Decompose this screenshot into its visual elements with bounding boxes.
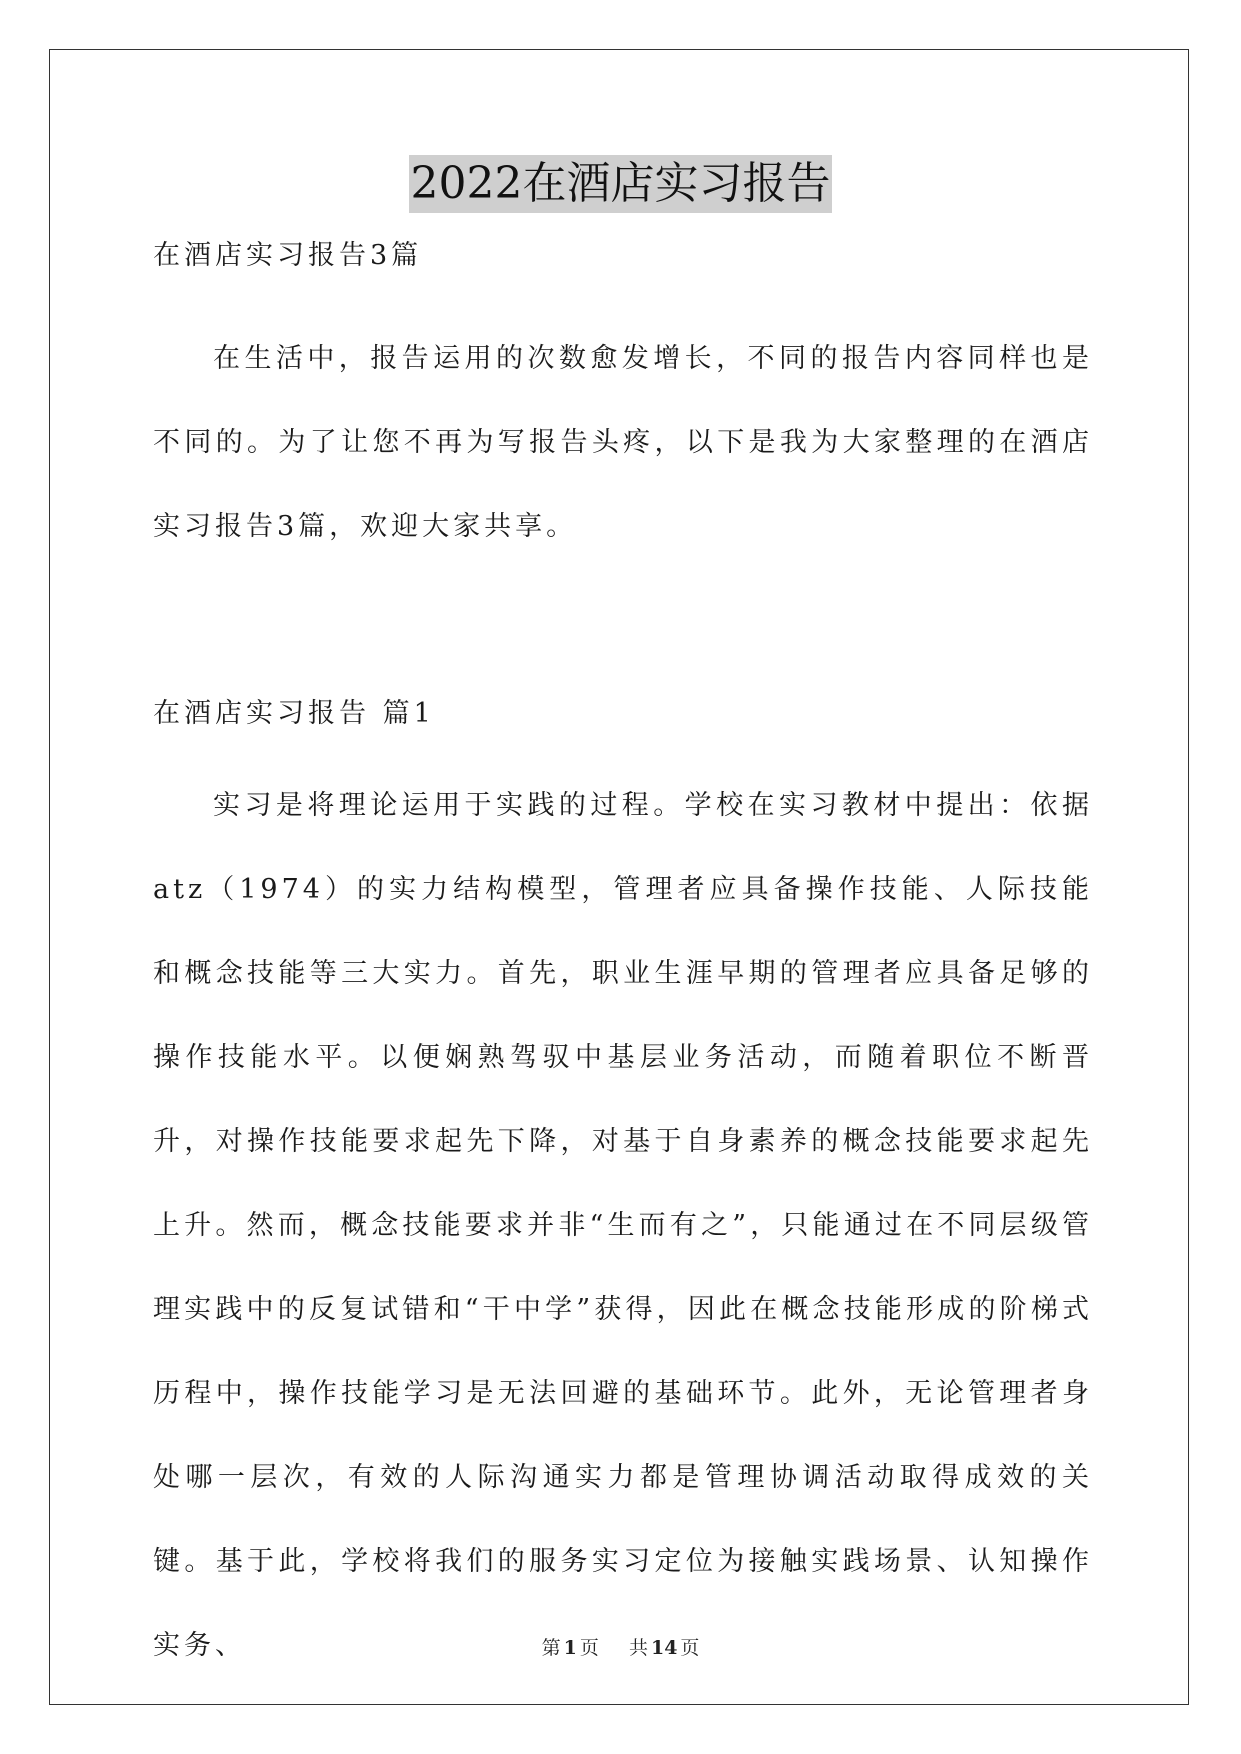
total-label-prefix: 共	[628, 1637, 648, 1659]
spacer	[153, 569, 1093, 692]
page-footer	[0, 1633, 1241, 1660]
total-label-suffix: 页	[680, 1637, 700, 1659]
spacer	[153, 736, 1093, 764]
page-total: 14	[650, 1637, 678, 1659]
page-label-prefix: 第	[541, 1637, 561, 1659]
page-label-suffix: 页	[579, 1637, 599, 1659]
section-heading: 在酒店实习报告 篇1	[153, 698, 435, 729]
page-current: 1	[563, 1637, 577, 1659]
document-title: 2022在酒店实习报告	[409, 155, 833, 213]
document-subtitle: 在酒店实习报告3篇	[153, 240, 423, 271]
spacer	[153, 278, 1093, 317]
intro-paragraph: 在生活中，报告运用的次数愈发增长，不同的报告内容同样也是不同的。为了让您不再为写报告头疼，以下是我为大家整理的在酒店实习报告3篇，欢迎大家共享。	[153, 343, 1093, 542]
section-paragraph: 实习是将理论运用于实践的过程。学校在实习教材中提出：依据atz（1974）的实力结构模型，管理者应具备操作技能、人际技能和概念技能等三大实力。首先，职业生涯早期的管理者应具备足够的操作技能水平。以便娴熟驾驭中基层业务活动，而随着职位不断晋升，对操作技能要求起先下降，对基于自身素养的概念技能要求起先上升。然而，概念技能要求并非“生而有之”，只能通过在不同层级管理实践中的反复试错和“干中学”获得，因此在概念技能形成的阶梯式历程中，操作技能学习是无法回避的基础环节。此外，无论管理者身处哪一层次，有效的人际沟通实力都是管理协调活动取得成效的关键。基于此，学校将我们的服务实习定位为接触实践场景、认知操作实务、	[153, 790, 1093, 1661]
page-indicator	[539, 1637, 602, 1659]
document-body	[153, 234, 1093, 1688]
title-wrap	[0, 155, 1241, 213]
page-total-indicator	[626, 1637, 702, 1659]
